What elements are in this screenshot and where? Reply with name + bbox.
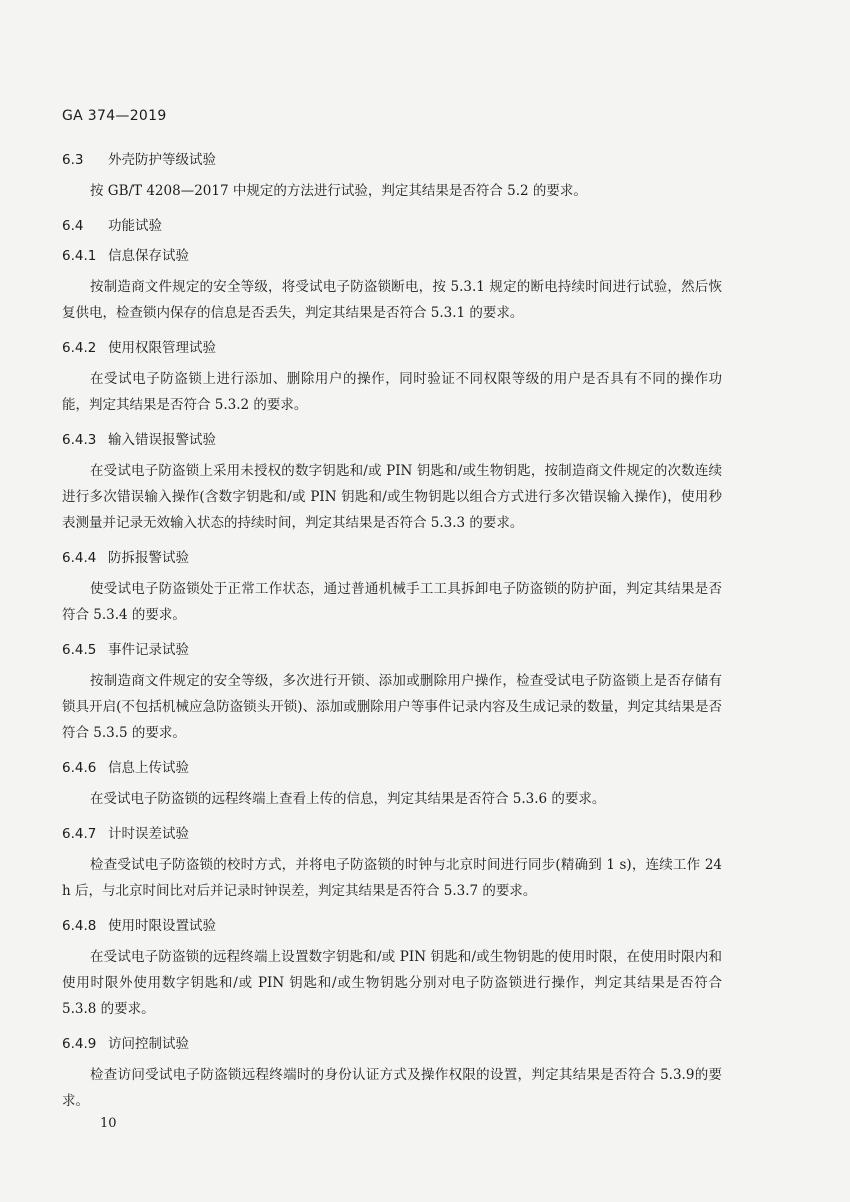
section-paragraph: 检查访问受试电子防盗锁远程终端时的身份认证方式及操作权限的设置，判定其结果是否符合 5.3.9的要求。 (62, 1067, 722, 1109)
section-number: 6.4.4 (62, 550, 97, 566)
section-number: 6.4.6 (62, 760, 97, 776)
section-number: 6.4.1 (62, 248, 97, 264)
section-number: 6.4.2 (62, 340, 97, 356)
section-paragraph: 在受试电子防盗锁的远程终端上查看上传的信息，判定其结果是否符合 5.3.6 的要求。 (90, 791, 606, 807)
section-heading (62, 758, 722, 778)
section-number: 6.4 (62, 218, 84, 234)
section-paragraph: 按制造商文件规定的安全等级，多次进行开锁、添加或删除用户操作，检查受试电子防盗锁上是否存储有锁具开启(不包括机械应急防盗锁头开锁)、添加或删除用户等事件记录内容及生成记录的数量，判定其结果是否符合 5.3.5 的要求。 (62, 673, 722, 741)
section-heading (62, 338, 722, 358)
section-title: 事件记录试验 (108, 642, 189, 658)
section-number: 6.4.5 (62, 642, 97, 658)
section-title: 功能试验 (108, 218, 162, 234)
section-title: 外壳防护等级试验 (108, 152, 216, 168)
section-number: 6.4.7 (62, 826, 97, 842)
section-heading (62, 246, 722, 266)
section-number: 6.4.9 (62, 1036, 97, 1052)
section-paragraph: 在受试电子防盗锁上采用未授权的数字钥匙和/或 PIN 钥匙和/或生物钥匙，按制造商文件规定的次数连续进行多次错误输入操作(含数字钥匙和/或 PIN 钥匙和/或生物钥匙以组合方式进行多次错误输入操作)，使用秒表测量并记录无效输入状态的持续时间，判定其结果是否符合 5.3.3 的要求。 (62, 463, 722, 531)
section-title: 计时误差试验 (108, 826, 189, 842)
section-title: 防拆报警试验 (108, 550, 189, 566)
section-heading (62, 824, 722, 844)
section-paragraph: 按制造商文件规定的安全等级，将受试电子防盗锁断电，按 5.3.1 规定的断电持续时间进行试验，然后恢复供电，检查锁内保存的信息是否丢失，判定其结果是否符合 5.3.1 的要求。 (62, 279, 722, 321)
section-title: 输入错误报警试验 (108, 432, 216, 448)
section-paragraph: 使受试电子防盗锁处于正常工作状态，通过普通机械手工工具拆卸电子防盗锁的防护面，判定其结果是否符合 5.3.4 的要求。 (62, 581, 722, 623)
section-title: 信息上传试验 (108, 760, 189, 776)
section-heading (62, 430, 722, 450)
section-title: 使用时限设置试验 (108, 918, 216, 934)
section-heading (62, 216, 722, 236)
section-number: 6.4.8 (62, 918, 97, 934)
section-title: 使用权限管理试验 (108, 340, 216, 356)
section-title: 访问控制试验 (108, 1036, 189, 1052)
standard-header: GA 374—2019 (62, 108, 167, 124)
section-number: 6.4.3 (62, 432, 97, 448)
section-paragraph: 按 GB/T 4208—2017 中规定的方法进行试验，判定其结果是否符合 5.2 的要求。 (90, 183, 587, 199)
section-heading (62, 1034, 722, 1054)
section-paragraph: 在受试电子防盗锁上进行添加、删除用户的操作，同时验证不同权限等级的用户是否具有不同的操作功能，判定其结果是否符合 5.3.2 的要求。 (62, 371, 722, 413)
section-heading (62, 150, 722, 170)
section-paragraph: 在受试电子防盗锁的远程终端上设置数字钥匙和/或 PIN 钥匙和/或生物钥匙的使用时限，在使用时限内和使用时限外使用数字钥匙和/或 PIN 钥匙和/或生物钥匙分别对电子防盗锁进行操作，判定其结果是否符合 5.3.8 的要求。 (62, 949, 722, 1017)
section-paragraph: 检查受试电子防盗锁的校时方式，并将电子防盗锁的时钟与北京时间进行同步(精确到 1 s)，连续工作 24 h 后，与北京时间比对后并记录时钟误差，判定其结果是否符合 5.3.7 的要求。 (62, 857, 722, 899)
page-number: 10 (100, 1116, 117, 1131)
section-heading (62, 548, 722, 568)
section-title: 信息保存试验 (108, 248, 189, 264)
section-heading (62, 640, 722, 660)
document-body (62, 150, 722, 1126)
section-number: 6.3 (62, 152, 84, 168)
section-heading (62, 916, 722, 936)
